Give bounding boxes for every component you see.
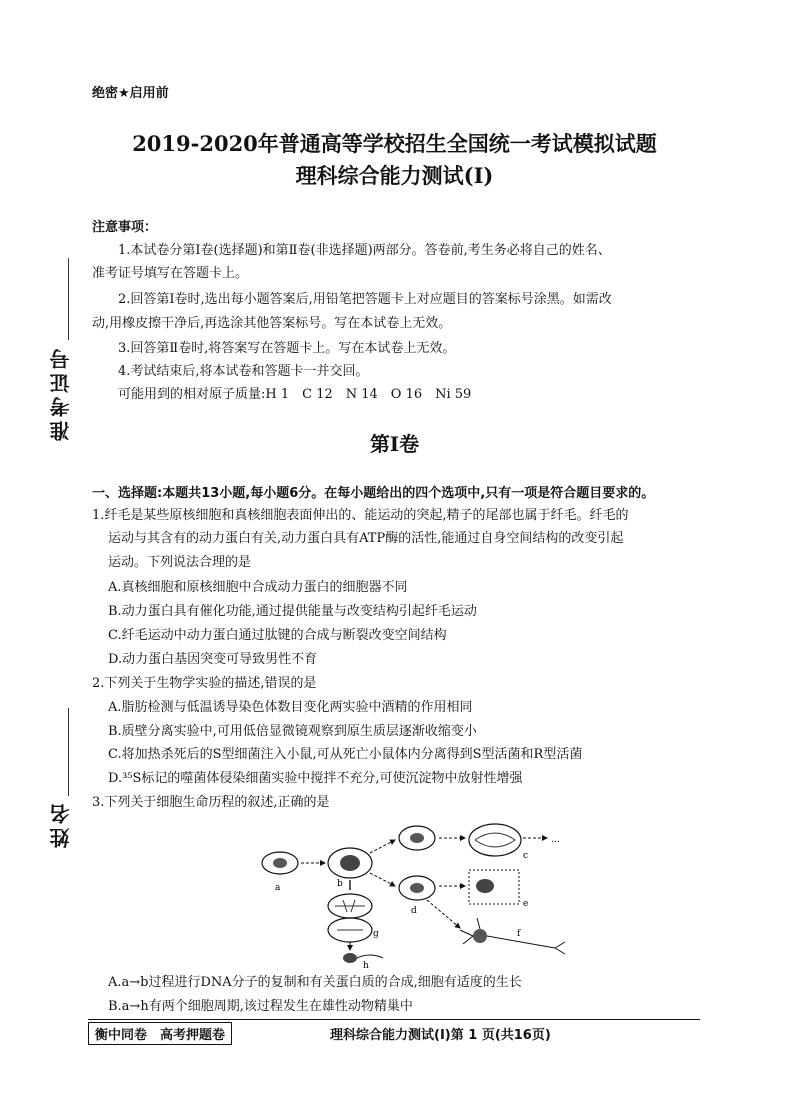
figure-label-g: g [373, 929, 379, 939]
question-1-stem: 运动。下列说法合理的是 [108, 555, 252, 570]
option-b: B.动力蛋白具有催化功能,通过提供能量与改变结构引起纤毛运动 [108, 604, 477, 619]
option-d: D.³⁵S标记的噬菌体侵染细菌实验中搅拌不充分,可使沉淀物中放射性增强 [108, 771, 523, 786]
note-line: 1.本试卷分第Ⅰ卷(选择题)和第Ⅱ卷(非选择题)两部分。答卷前,考生务必将自己的姓名、 [118, 243, 611, 258]
figure-label-c: c [523, 851, 529, 861]
note-line: 准考证号填写在答题卡上。 [92, 266, 249, 281]
question-2-stem: 2.下列关于生物学实验的描述,错误的是 [92, 676, 317, 691]
option-a: A.真核细胞和原核细胞中合成动力蛋白的细胞器不同 [108, 580, 408, 595]
exam-subtitle: 理科综合能力测试(Ⅰ) [295, 163, 494, 188]
note-line: 3.回答第Ⅱ卷时,将答案写在答题卡上。写在本试卷上无效。 [118, 341, 456, 356]
question-1-stem: 1.纤毛是某些原核细胞和真核细胞表面伸出的、能运动的突起,精子的尾部也属于纤毛。纤毛的 [92, 508, 629, 523]
option-a: A.脂肪检测与低温诱导染色体数目变化两实验中酒精的作用相同 [108, 700, 473, 715]
exam-title: 2019-2020年普通高等学校招生全国统一考试模拟试题 [132, 131, 657, 156]
page-number: 理科综合能力测试(Ⅰ)第 1 页(共16页) [330, 1028, 551, 1043]
atomic-mass-line: 可能用到的相对原子质量:H 1 C 12 N 14 O 16 Ni 59 [118, 387, 472, 402]
footer-rule [88, 1019, 700, 1020]
name-line [68, 708, 69, 796]
figure-label-f: f [517, 929, 521, 939]
confidential-mark: 绝密★启用前 [92, 86, 169, 101]
volume-title: 第Ⅰ卷 [369, 432, 420, 456]
section-heading: 一、选择题:本题共13小题,每小题6分。在每小题给出的四个选项中,只有一项是符合题目要求的。 [92, 486, 655, 501]
cell-process-figure [255, 818, 615, 968]
question-3-stem: 3.下列关于细胞生命历程的叙述,正确的是 [92, 795, 330, 810]
option-d: D.动力蛋白基因突变可导致男性不育 [108, 652, 318, 667]
note-line: 动,用橡皮擦干净后,再选涂其他答案标号。写在本试卷上无效。 [92, 316, 452, 331]
question-1-stem: 运动与其含有的动力蛋白有关,动力蛋白具有ATP酶的活性,能通过自身空间结构的改变引起 [108, 531, 624, 546]
exam-id-line [68, 258, 69, 340]
exam-id-label: 准考证号 [49, 345, 73, 441]
option-a: A.a→b过程进行DNA分子的复制和有关蛋白质的合成,细胞有适度的生长 [108, 975, 522, 990]
option-c: C.纤毛运动中动力蛋白通过肽键的合成与断裂改变空间结构 [108, 628, 447, 643]
name-label: 姓名 [49, 800, 73, 848]
note-line: 2.回答第Ⅰ卷时,选出每小题答案后,用铅笔把答题卡上对应题目的答案标号涂黑。如需改 [118, 292, 612, 307]
figure-label-d: d [411, 906, 417, 916]
figure-label-b: b [337, 879, 343, 889]
footer-series-label: 衡中同卷 高考押题卷 [88, 1022, 232, 1045]
option-b: B.a→h有两个细胞周期,该过程发生在雄性动物精巢中 [108, 999, 413, 1014]
note-line: 4.考试结束后,将本试卷和答题卡一并交回。 [118, 364, 369, 379]
figure-label-h: h [363, 961, 369, 968]
figure-ellipsis: … [551, 835, 560, 845]
figure-label-a: a [275, 883, 281, 893]
figure-label-e: e [523, 899, 529, 909]
option-c: C.将加热杀死后的S型细菌注入小鼠,可从死亡小鼠体内分离得到S型活菌和R型活菌 [108, 747, 583, 762]
option-b: B.质壁分离实验中,可用低倍显微镜观察到原生质层逐渐收缩变小 [108, 724, 477, 739]
notes-heading: 注意事项： [92, 220, 158, 235]
